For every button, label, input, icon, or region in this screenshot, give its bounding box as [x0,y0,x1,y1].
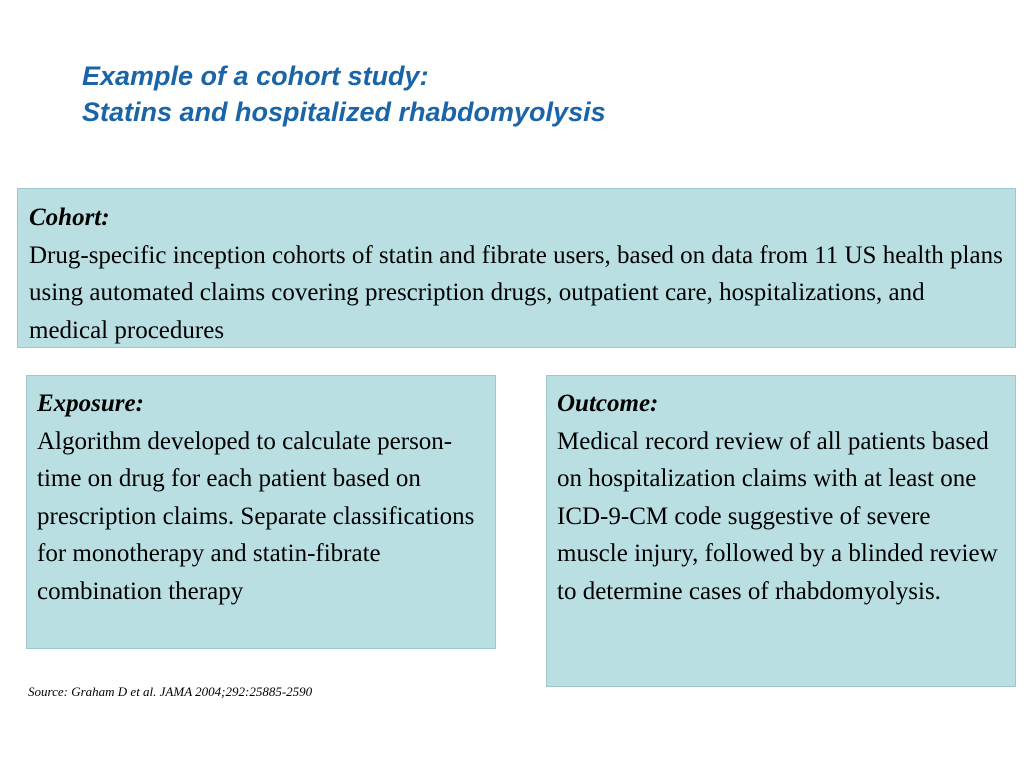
slide-title [82,58,606,130]
source-citation: Source: Graham D et al. JAMA 2004;292:25885-2590 [28,684,313,699]
outcome-text: Medical record review of all patients based on hospitalization claims with at least one ICD-9-CM code suggestive of severe muscle injury, followed by a blinded review to determine cases of rhabdomyolysis. [557,427,998,605]
outcome-heading: Outcome: [557,390,659,417]
cohort-heading: Cohort: [29,204,110,231]
exposure-heading: Exposure: [37,390,144,417]
exposure-box [26,375,496,649]
title-line-2: Statins and hospitalized rhabdomyolysis [82,97,606,127]
outcome-box [546,375,1016,687]
title-line-1: Example of a cohort study: [82,61,429,91]
cohort-text: Drug-specific inception cohorts of statin and fibrate users, based on data from 11 US health plans using automated claims covering prescription drugs, outpatient care, hospitalizations, and medical procedures [29,241,1003,344]
cohort-box [17,188,1016,348]
exposure-text: Algorithm developed to calculate person-time on drug for each patient based on prescription claims. Separate classifications for monotherapy and statin-fibrate combination therapy [37,427,475,605]
